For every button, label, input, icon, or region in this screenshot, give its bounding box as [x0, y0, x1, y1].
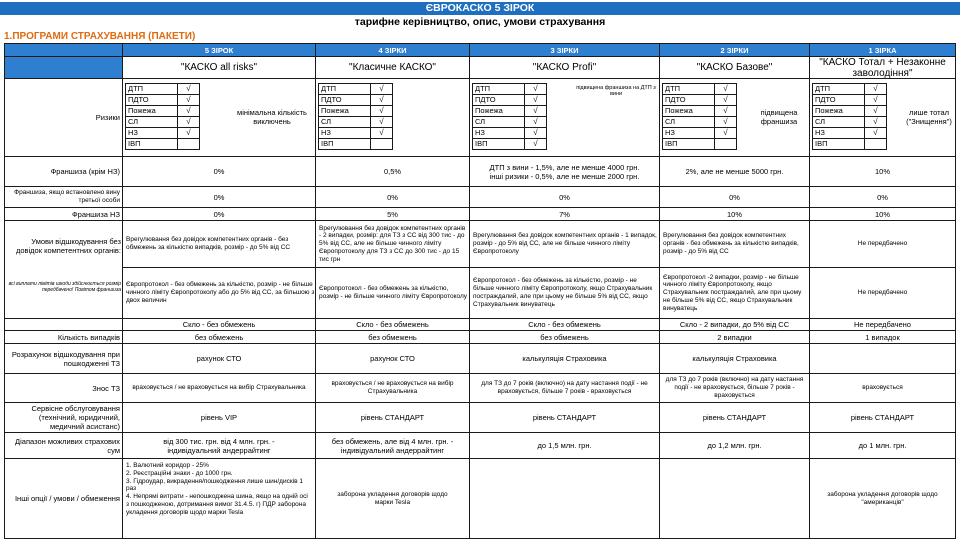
- glass-2: Скло - 2 випадки, до 5% від СС: [660, 319, 810, 331]
- wear-5: враховується / не враховується на вибір Страхувальника: [123, 374, 316, 403]
- risk-name: СЛ: [126, 117, 178, 128]
- risk-row: [663, 84, 737, 95]
- risk-name: ПДТО: [126, 95, 178, 106]
- franchise-third-1: 0%: [810, 187, 956, 208]
- risk-row: [663, 117, 737, 128]
- franchise-3-line2: інші ризики - 0,5%, але не менше 2000 грн.: [489, 171, 640, 181]
- risk-row: [319, 95, 393, 106]
- risk-name: ІВП: [813, 139, 865, 150]
- check-icon: √: [525, 95, 547, 106]
- payout-bottom-2: Європротокол -2 випадки, розмір - не більше чинного ліміту Європротоколу, якщо Страхувальник постраждалий, але при цьому не більше 5% від СС, якщо Страхувальник винуватець: [660, 268, 810, 319]
- package-4: "Класичне КАСКО": [316, 57, 470, 79]
- risk-row: [813, 95, 887, 106]
- risk-row: [319, 84, 393, 95]
- risk-name: ІВП: [319, 139, 371, 150]
- payout-bottom-5: Європротокол - без обмежень за кількістю, розмір - не більше чинного ліміту Європротоколу або до 5% від СС, за більшою з двох величин: [123, 268, 316, 319]
- franchise-third-5: 0%: [123, 187, 316, 208]
- franchise-third-label: Франшиза, якщо встановлено вину третьої особи: [4, 187, 123, 208]
- options-5-item-2: 2. Реєстраційні знаки - до 1000 грн.: [126, 469, 233, 477]
- risks-note-3: підвищена франшиза на ДТП з вини: [576, 85, 656, 97]
- calc-3: калькуляція Страховика: [470, 344, 660, 374]
- check-icon: [865, 139, 887, 150]
- franchise-nz-3: 7%: [470, 208, 660, 221]
- wear-2: для ТЗ до 7 років (включно) на дату настання події - не враховується, більше 7 років - враховується: [660, 374, 810, 403]
- risk-row: [473, 95, 547, 106]
- cases-4: без обмежень: [316, 331, 470, 344]
- risk-row: [473, 139, 547, 150]
- options-3: [470, 459, 660, 539]
- payout-top-2: Врегулювання без довідок компетентних органів - без обмежень за кількістю випадків, розмір - до 5% від СС: [660, 221, 810, 268]
- risk-name: Пожежа: [813, 106, 865, 117]
- risk-name: Пожежа: [319, 106, 371, 117]
- risk-name: СЛ: [319, 117, 371, 128]
- franchise-nz-2: 10%: [660, 208, 810, 221]
- tier-5-header: 5 ЗІРОК: [123, 43, 316, 57]
- risk-row: [663, 106, 737, 117]
- risk-name: ПДТО: [663, 95, 715, 106]
- check-icon: √: [371, 128, 393, 139]
- risk-row: [319, 128, 393, 139]
- calc-1: [810, 344, 956, 374]
- risk-name: ПДТО: [319, 95, 371, 106]
- package-5: "КАСКО all risks": [123, 57, 316, 79]
- payout-top-5: Врегулювання без довідок компетентних органів - без обмежень за кількістю випадків, розмір - до 5% від СС: [123, 221, 316, 268]
- risk-name: СЛ: [663, 117, 715, 128]
- check-icon: √: [865, 106, 887, 117]
- franchise-third-3: 0%: [470, 187, 660, 208]
- franchise-3: [470, 157, 660, 187]
- cases-label: Кількість випадків: [4, 331, 123, 344]
- calc-5: рахунок СТО: [123, 344, 316, 374]
- risk-row: [126, 117, 200, 128]
- check-icon: √: [525, 139, 547, 150]
- risk-name: НЗ: [813, 128, 865, 139]
- sum-1: до 1 млн. грн.: [810, 433, 956, 459]
- cases-1: 1 випадок: [810, 331, 956, 344]
- cases-2: 2 випадки: [660, 331, 810, 344]
- risk-row: [319, 117, 393, 128]
- options-5: [123, 459, 316, 539]
- risk-row: [813, 139, 887, 150]
- check-icon: √: [715, 117, 737, 128]
- programs-table: [4, 43, 956, 539]
- package-3: "КАСКО Profi": [470, 57, 660, 79]
- risk-row: [663, 95, 737, 106]
- risk-name: НЗ: [663, 128, 715, 139]
- service-5: рівень VIP: [123, 403, 316, 433]
- risk-name: ПДТО: [813, 95, 865, 106]
- check-icon: √: [371, 84, 393, 95]
- wear-label: Знос ТЗ: [4, 374, 123, 403]
- calc-2: калькуляція Страховика: [660, 344, 810, 374]
- risk-table-col-4: [662, 83, 737, 150]
- options-5-item-3: 3. Гідроудар, викрадення/пошкодження лише шин/дисків 1 раз: [126, 477, 304, 493]
- risk-table-col-1: [125, 83, 200, 150]
- franchise-third-4: 0%: [316, 187, 470, 208]
- service-3: рівень СТАНДАРТ: [470, 403, 660, 433]
- payout-note: всі виплати лімітів шкоди здійснюється розмір передбачено! Повітом франшиза: [8, 281, 121, 293]
- cases-3: без обмежень: [470, 331, 660, 344]
- wear-4: враховується / не враховується на вибір Страхувальника: [316, 374, 470, 403]
- calc-label: Розрахунок відшкодування при пошкодженні ТЗ: [4, 344, 123, 374]
- risk-row: [813, 84, 887, 95]
- risk-name: ПДТО: [473, 95, 525, 106]
- risk-table-col-5: [812, 83, 887, 150]
- risk-table-col-3: [472, 83, 547, 150]
- glass-3: Скло - без обмежень: [470, 319, 660, 331]
- risk-row: [813, 128, 887, 139]
- cases-5: без обмежень: [123, 331, 316, 344]
- package-2: "КАСКО Базове": [660, 57, 810, 79]
- check-icon: √: [371, 117, 393, 128]
- risk-row: [126, 139, 200, 150]
- check-icon: √: [525, 128, 547, 139]
- service-label: Сервісне обслуговування (технічний, юридичний, медичний асистанс): [4, 403, 123, 433]
- risk-row: [473, 117, 547, 128]
- check-icon: √: [715, 106, 737, 117]
- risk-row: [126, 128, 200, 139]
- risk-name: ДТП: [813, 84, 865, 95]
- tier-3-header: 3 ЗІРКИ: [470, 43, 660, 57]
- tier-4-header: 4 ЗІРКИ: [316, 43, 470, 57]
- risk-name: ДТП: [126, 84, 178, 95]
- risk-row: [473, 84, 547, 95]
- sum-5: від 300 тис. грн. від 4 млн. грн. - індивідуальний андеррайтинг: [123, 433, 316, 459]
- franchise-5: 0%: [123, 157, 316, 187]
- tier-1-header: 1 ЗІРКА: [810, 43, 956, 57]
- check-icon: √: [525, 84, 547, 95]
- check-icon: √: [178, 128, 200, 139]
- risk-row: [663, 128, 737, 139]
- risk-row: [126, 84, 200, 95]
- risk-row: [813, 106, 887, 117]
- calc-4: рахунок СТО: [316, 344, 470, 374]
- check-icon: √: [715, 128, 737, 139]
- payout-top-3: Врегулювання без довідок компетентних органів - 1 випадок, розмір - до 5% від СС, але не більше чинного ліміту Європротоколу: [470, 221, 660, 268]
- check-icon: √: [525, 106, 547, 117]
- page-subtitle: тарифне керівництво, опис, умови страхування: [354, 16, 606, 28]
- risks-label: Ризики: [4, 79, 123, 157]
- check-icon: √: [715, 95, 737, 106]
- sum-2: до 1,2 млн. грн.: [660, 433, 810, 459]
- section-heading: 1.ПРОГРАМИ СТРАХУВАННЯ (ПАКЕТИ): [4, 31, 196, 42]
- header-corner: [4, 43, 123, 57]
- risk-name: НЗ: [126, 128, 178, 139]
- risk-name: Пожежа: [663, 106, 715, 117]
- risk-name: СЛ: [473, 117, 525, 128]
- risk-row: [319, 139, 393, 150]
- franchise-label: Франшиза (крім НЗ): [4, 157, 123, 187]
- franchise-nz-4: 5%: [316, 208, 470, 221]
- glass-1: Не передбачено: [810, 319, 956, 331]
- risk-name: ІВП: [473, 139, 525, 150]
- options-5-item-4: 4. Непрямі витрати - непошкоджена шина, якщо на одній осі з пошкодженою, дотримання вимог 31.4.5. г) ПДР заборона укладення договорів щодо марки Tesla: [126, 493, 308, 516]
- wear-1: враховується: [810, 374, 956, 403]
- sum-label: Діапазон можливих страхових сум: [4, 433, 123, 459]
- risk-name: НЗ: [319, 128, 371, 139]
- risk-name: ІВП: [126, 139, 178, 150]
- risks-note-5: мінімальна кількість виключень: [237, 108, 307, 126]
- options-label: Інші опції / умови / обмеження: [4, 459, 123, 539]
- check-icon: √: [371, 106, 393, 117]
- options-5-item-1: 1. Валютний коридор - 25%: [126, 462, 209, 469]
- franchise-nz-label: Франшиза НЗ: [4, 208, 123, 221]
- franchise-nz-1: 10%: [810, 208, 956, 221]
- franchise-1: 10%: [810, 157, 956, 187]
- tier-2-header: 2 ЗІРКИ: [660, 43, 810, 57]
- options-1: заборона укладення договорів щодо "американців": [810, 459, 956, 539]
- risk-name: ДТП: [319, 84, 371, 95]
- risk-row: [813, 117, 887, 128]
- check-icon: √: [865, 128, 887, 139]
- risk-name: СЛ: [813, 117, 865, 128]
- payout-label-cell: [4, 221, 123, 319]
- check-icon: √: [865, 95, 887, 106]
- check-icon: [715, 139, 737, 150]
- risk-name: ДТП: [473, 84, 525, 95]
- risk-row: [126, 95, 200, 106]
- risk-row: [473, 106, 547, 117]
- check-icon: √: [371, 95, 393, 106]
- risk-name: НЗ: [473, 128, 525, 139]
- glass-4: Скло - без обмежень: [316, 319, 470, 331]
- page-title: ЄВРОКАСКО 5 ЗІРОК: [0, 2, 960, 15]
- check-icon: √: [525, 117, 547, 128]
- check-icon: √: [178, 84, 200, 95]
- risks-note-2: підвищена франшиза: [760, 108, 798, 126]
- options-2: [660, 459, 810, 539]
- service-4: рівень СТАНДАРТ: [316, 403, 470, 433]
- risk-name: Пожежа: [126, 106, 178, 117]
- check-icon: [178, 139, 200, 150]
- check-icon: [371, 139, 393, 150]
- franchise-nz-5: 0%: [123, 208, 316, 221]
- options-4: заборона укладення договорів щодо марки Tesla: [316, 459, 470, 539]
- wear-3: для ТЗ до 7 років (включно) на дату настання події - не враховується, більше 7 років - враховується: [470, 374, 660, 403]
- franchise-third-2: 0%: [660, 187, 810, 208]
- franchise-3-line1: ДТП з вини - 1,5%, але не менше 4000 грн.: [489, 162, 640, 172]
- package-label-cell: [4, 57, 123, 79]
- risk-row: [473, 128, 547, 139]
- risk-row: [663, 139, 737, 150]
- risk-row: [319, 106, 393, 117]
- service-2: рівень СТАНДАРТ: [660, 403, 810, 433]
- risk-name: ДТП: [663, 84, 715, 95]
- payout-bottom-3: Європротокол - без обмежень за кількістю, розмір - не більше чинного ліміту Європротоколу, якщо Страхувальник постраждалий, але при цьому не більше 5% від СС, якщо Страхувальник винуватець: [470, 268, 660, 319]
- franchise-4: 0,5%: [316, 157, 470, 187]
- risk-name: ІВП: [663, 139, 715, 150]
- payout-bottom-1: Не передбачено: [810, 268, 956, 319]
- service-1: рівень СТАНДАРТ: [810, 403, 956, 433]
- check-icon: √: [178, 95, 200, 106]
- check-icon: √: [715, 84, 737, 95]
- risk-name: Пожежа: [473, 106, 525, 117]
- check-icon: √: [865, 84, 887, 95]
- payout-bottom-4: Європротокол - без обмежень за кількістю, розмір - не більше чинного ліміту Європротоколу: [316, 268, 470, 319]
- sum-4: без обмежень, але від 4 млн. грн. - індивідуальний андеррайтинг: [316, 433, 470, 459]
- package-1: "КАСКО Тотал + Незаконне заволодіння": [810, 57, 956, 79]
- check-icon: √: [865, 117, 887, 128]
- payout-label: Умови відшкодування без довідок компетентних органів:: [15, 237, 121, 255]
- payout-top-1: Не передбачено: [810, 221, 956, 268]
- risks-note-1: лише тотал ("Знищення"): [906, 108, 952, 126]
- glass-5: Скло - без обмежень: [123, 319, 316, 331]
- risk-table-col-2: [318, 83, 393, 150]
- check-icon: √: [178, 117, 200, 128]
- risk-row: [126, 106, 200, 117]
- glass-label-cell: [4, 319, 123, 331]
- check-icon: √: [178, 106, 200, 117]
- sum-3: до 1,5 млн. грн.: [470, 433, 660, 459]
- franchise-2: 2%, але не менше 5000 грн.: [660, 157, 810, 187]
- payout-top-4: Врегулювання без довідок компетентних органів - 2 випадки, розмір: для ТЗ з СС від 300 тис - до 5% від СС, але не більше чинного ліміту Європротоколу для ТЗ з СС до 300 тис - до 15 тис грн: [316, 221, 470, 268]
